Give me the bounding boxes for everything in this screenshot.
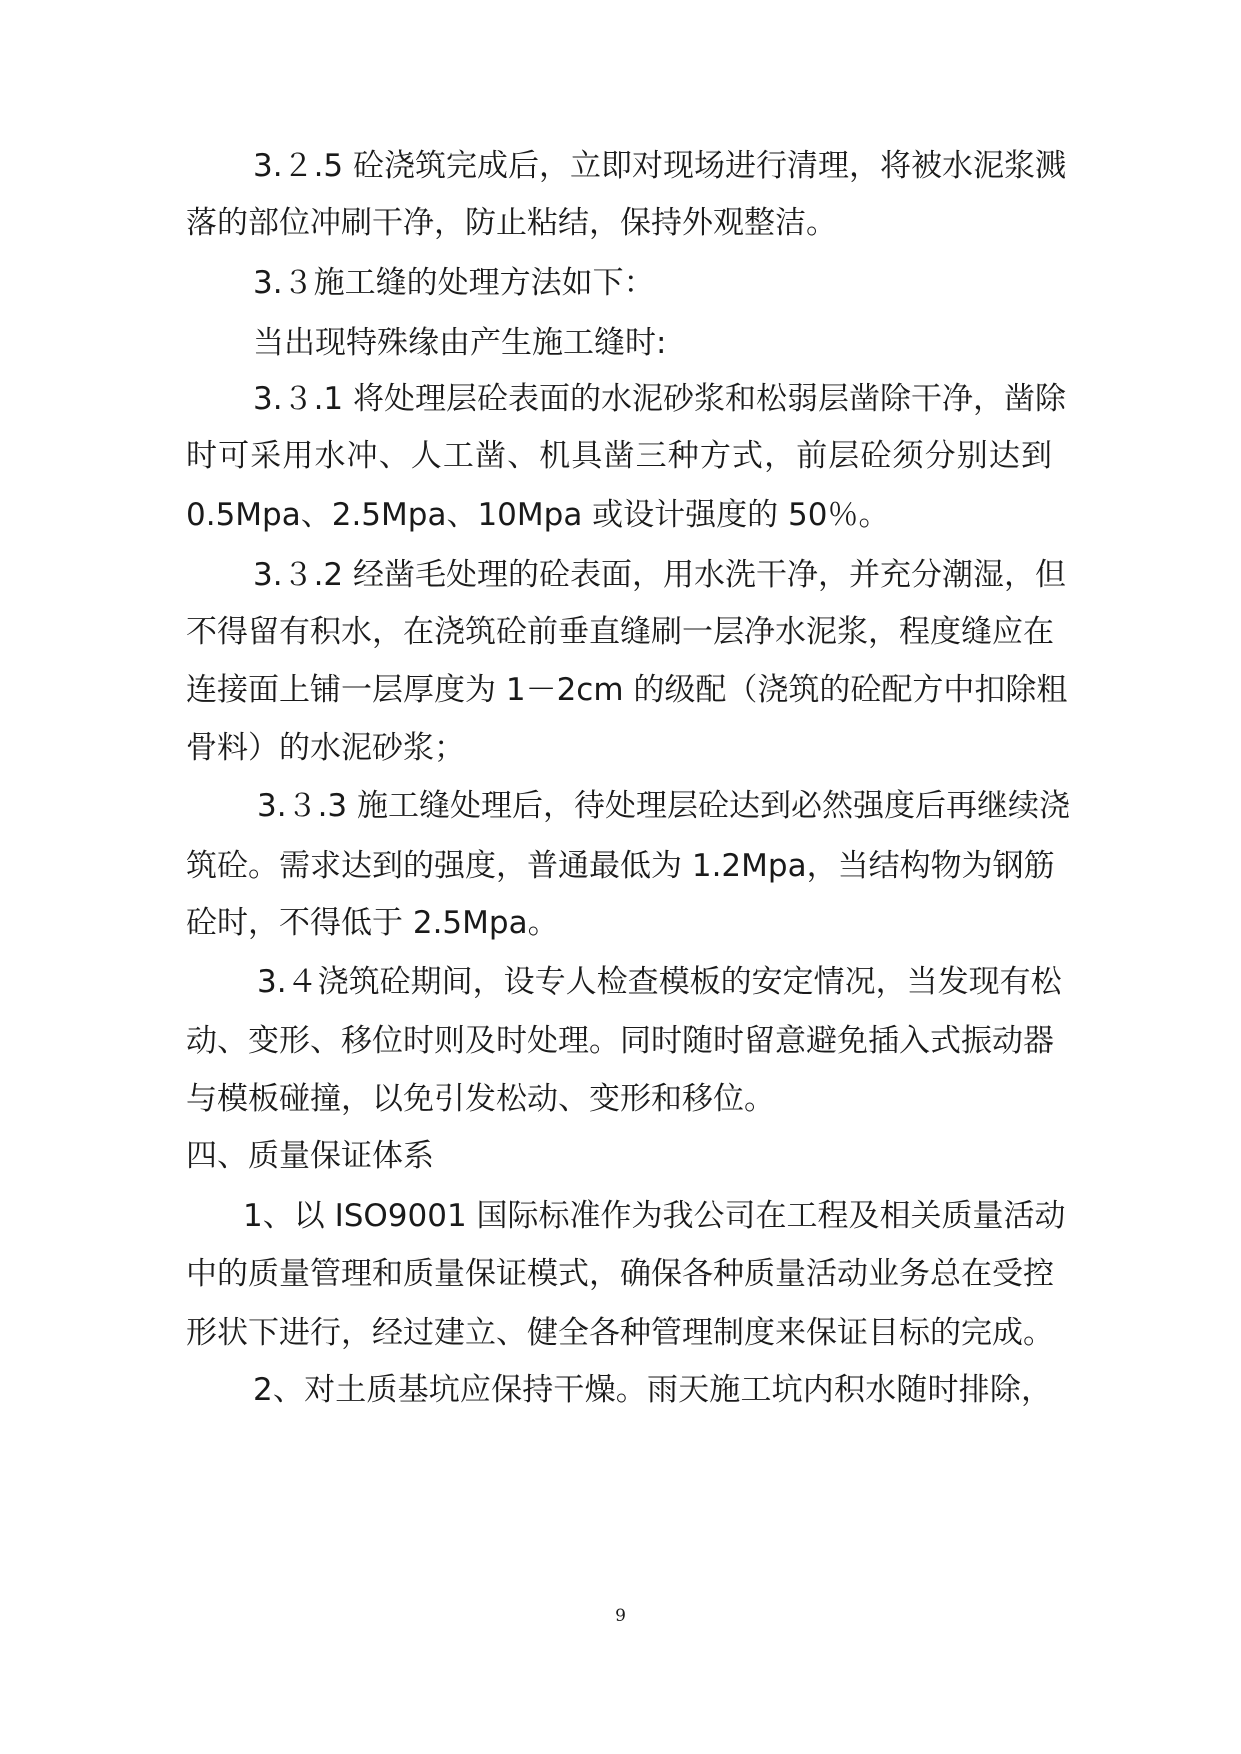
paragraph-3-2-5-line-1: 3.２.5 砼浇筑完成后，立即对现场进行清理，将被水泥浆溅	[253, 148, 1067, 184]
paragraph-3-3-2-line-3: 连接面上铺一层厚度为 1－2cm 的级配（浇筑的砼配方中扣除粗	[186, 672, 1068, 708]
paragraph-3-4-line-2: 动、变形、移位时则及时处理。同时随时留意避免插入式振动器	[186, 1023, 1054, 1059]
construction-joint-intro: 当出现特殊缘由产生施工缝时:	[253, 325, 667, 361]
paragraph-3-3-2-line-4: 骨料）的水泥砂浆；	[186, 730, 465, 766]
paragraph-3-3-1-line-2: 时可采用水冲、人工凿、机具凿三种方式，前层砼须分别达到	[186, 438, 1052, 474]
page-number: 9	[615, 1606, 626, 1626]
item-1-line-2: 中的质量管理和质量保证模式，确保各种质量活动业务总在受控	[186, 1256, 1054, 1292]
item-1-line-3: 形状下进行，经过建立、健全各种管理制度来保证目标的完成。	[186, 1315, 1054, 1351]
section-4-heading: 四、质量保证体系	[186, 1138, 434, 1174]
paragraph-3-3-1-line-3: 0.5Mpa、2.5Mpa、10Mpa 或设计强度的 50％。	[186, 497, 890, 533]
item-2-line-1: 2、对土质基坑应保持干燥。雨天施工坑内积水随时排除，	[253, 1372, 1052, 1408]
item-1-line-1: 1、以 ISO9001 国际标准作为我公司在工程及相关质量活动	[243, 1198, 1066, 1234]
paragraph-3-4-line-1: 3.４浇筑砼期间，设专人检查模板的安定情况，当发现有松	[257, 964, 1062, 1000]
paragraph-3-3-2-line-2: 不得留有积水，在浇筑砼前垂直缝刷一层净水泥浆，程度缝应在	[186, 614, 1054, 650]
section-3-3-heading: 3.３施工缝的处理方法如下：	[253, 265, 655, 301]
paragraph-3-3-1-line-1: 3.３.1 将处理层砼表面的水泥砂浆和松弱层凿除干净，凿除	[253, 381, 1067, 417]
paragraph-3-3-3-line-2: 筑砼。需求达到的强度，普通最低为 1.2Mpa，当结构物为钢筋	[186, 848, 1055, 884]
paragraph-3-2-5-line-2: 落的部位冲刷干净，防止粘结，保持外观整洁。	[186, 205, 837, 241]
paragraph-3-3-3-line-3: 砼时，不得低于 2.5Mpa。	[186, 905, 559, 941]
paragraph-3-3-2-line-1: 3.３.2 经凿毛处理的砼表面，用水洗干净，并充分潮湿，但	[253, 557, 1067, 593]
paragraph-3-4-line-3: 与模板碰撞，以免引发松动、变形和移位。	[186, 1081, 775, 1117]
paragraph-3-3-3-line-1: 3.３.3 施工缝处理后，待处理层砼达到必然强度后再继续浇	[257, 788, 1071, 824]
